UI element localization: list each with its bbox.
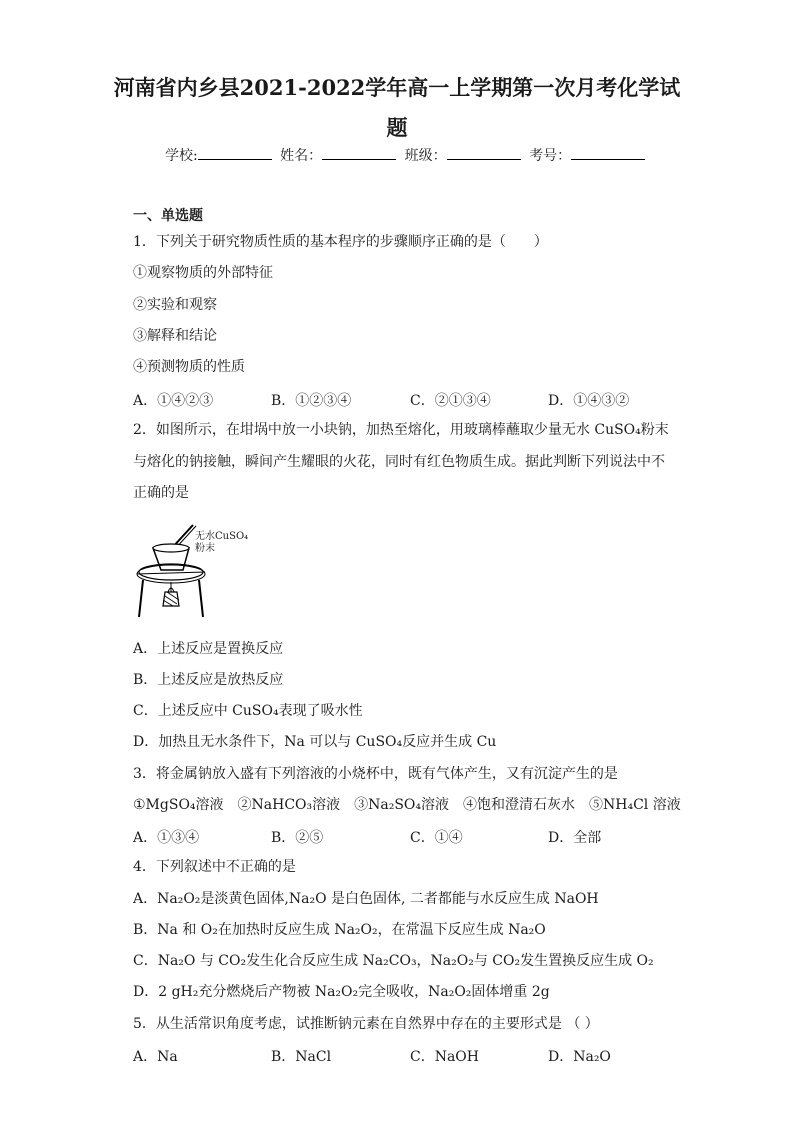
q5-option-b[interactable]: B．NaCl — [271, 1049, 332, 1065]
figure-label-cuso4: 无水CuSO₄ — [195, 531, 249, 542]
q1-option-c[interactable]: C．②①③④ — [410, 393, 491, 409]
q2-stem-line: 正确的是 — [133, 485, 189, 501]
title-line-1: 河南省内乡县2021-2022学年高一上学期第一次月考化学试 — [113, 75, 681, 100]
document-title — [0, 68, 794, 148]
q2-option-a[interactable]: A．上述反应是置换反应 — [133, 641, 284, 657]
q5-option-c[interactable]: C．NaOH — [410, 1049, 479, 1065]
q1-item: ①观察物质的外部特征 — [133, 265, 273, 281]
q1-option-d[interactable]: D．①④③② — [548, 393, 630, 409]
q3-option-a[interactable]: A．①③④ — [133, 830, 200, 846]
q4-option-d[interactable]: D．2 gH₂充分燃烧后产物被 Na₂O₂完全吸收，Na₂O₂固体增重 2g — [133, 984, 550, 1000]
q1-stem: 1．下列关于研究物质性质的基本程序的步骤顺序正确的是（ ） — [133, 234, 548, 250]
q1-option-b[interactable]: B．①②③④ — [271, 393, 352, 409]
crucible-figure — [133, 522, 253, 620]
name-label: 姓名： — [280, 148, 323, 164]
figure-label-powder: 粉末 — [195, 543, 215, 554]
number-blank[interactable] — [571, 145, 645, 160]
q4-stem: 4．下列叙述中不正确的是 — [133, 859, 296, 875]
q5-option-d[interactable]: D．Na₂O — [548, 1049, 611, 1065]
school-blank[interactable] — [198, 145, 272, 160]
class-blank[interactable] — [447, 145, 521, 160]
q1-item: ④预测物质的性质 — [133, 359, 245, 375]
title-line-2: 题 — [386, 115, 408, 140]
q4-option-c[interactable]: C．Na₂O 与 CO₂发生化合反应生成 Na₂CO₃，Na₂O₂与 CO₂发生置换反应生成 O₂ — [133, 953, 654, 969]
q2-option-d[interactable]: D．加热且无水条件下，Na 可以与 CuSO₄反应并生成 Cu — [133, 734, 497, 750]
q3-stem: 3．将金属钠放入盛有下列溶液的小烧杯中，既有气体产生，又有沉淀产生的是 — [133, 766, 618, 782]
q1-option-a[interactable]: A．①④②③ — [133, 393, 214, 409]
q3-option-c[interactable]: C．①④ — [410, 830, 463, 846]
name-blank[interactable] — [322, 145, 396, 160]
q5-stem: 5．从生活常识角度考虑，试推断钠元素在自然界中存在的主要形式是 （ ） — [133, 1016, 599, 1032]
q3-option-d[interactable]: D．全部 — [548, 830, 602, 846]
q4-option-b[interactable]: B．Na 和 O₂在加热时反应生成 Na₂O₂，在常温下反应生成 Na₂O — [133, 922, 546, 938]
q2-stem-line: 2．如图所示，在坩埚中放一小块钠，加热至熔化，用玻璃棒蘸取少量无水 CuSO₄粉末 — [133, 422, 669, 438]
q2-option-b[interactable]: B．上述反应是放热反应 — [133, 672, 284, 688]
school-label: 学校: — [165, 148, 198, 164]
q5-option-a[interactable]: A．Na — [133, 1049, 178, 1065]
class-label: 班级： — [404, 148, 447, 164]
q3-option-b[interactable]: B．②⑤ — [271, 830, 324, 846]
q1-item: ③解释和结论 — [133, 328, 217, 344]
number-label: 考号： — [529, 148, 572, 164]
q2-option-c[interactable]: C．上述反应中 CuSO₄表现了吸水性 — [133, 703, 363, 719]
q4-option-a[interactable]: A．Na₂O₂是淡黄色固体,Na₂O 是白色固体, 二者都能与水反应生成 NaOH — [133, 891, 599, 907]
section-heading: 一、单选题 — [133, 208, 203, 224]
q3-items: ①MgSO₄溶液 ②NaHCO₃溶液 ③Na₂SO₄溶液 ④饱和澄清石灰水 ⑤NH₄Cl 溶液 — [133, 797, 681, 813]
q2-stem-line: 与熔化的钠接触，瞬间产生耀眼的火花，同时有红色物质生成。据此判断下列说法中不 — [133, 454, 665, 470]
student-info-row — [165, 145, 649, 165]
q1-item: ②实验和观察 — [133, 297, 217, 313]
